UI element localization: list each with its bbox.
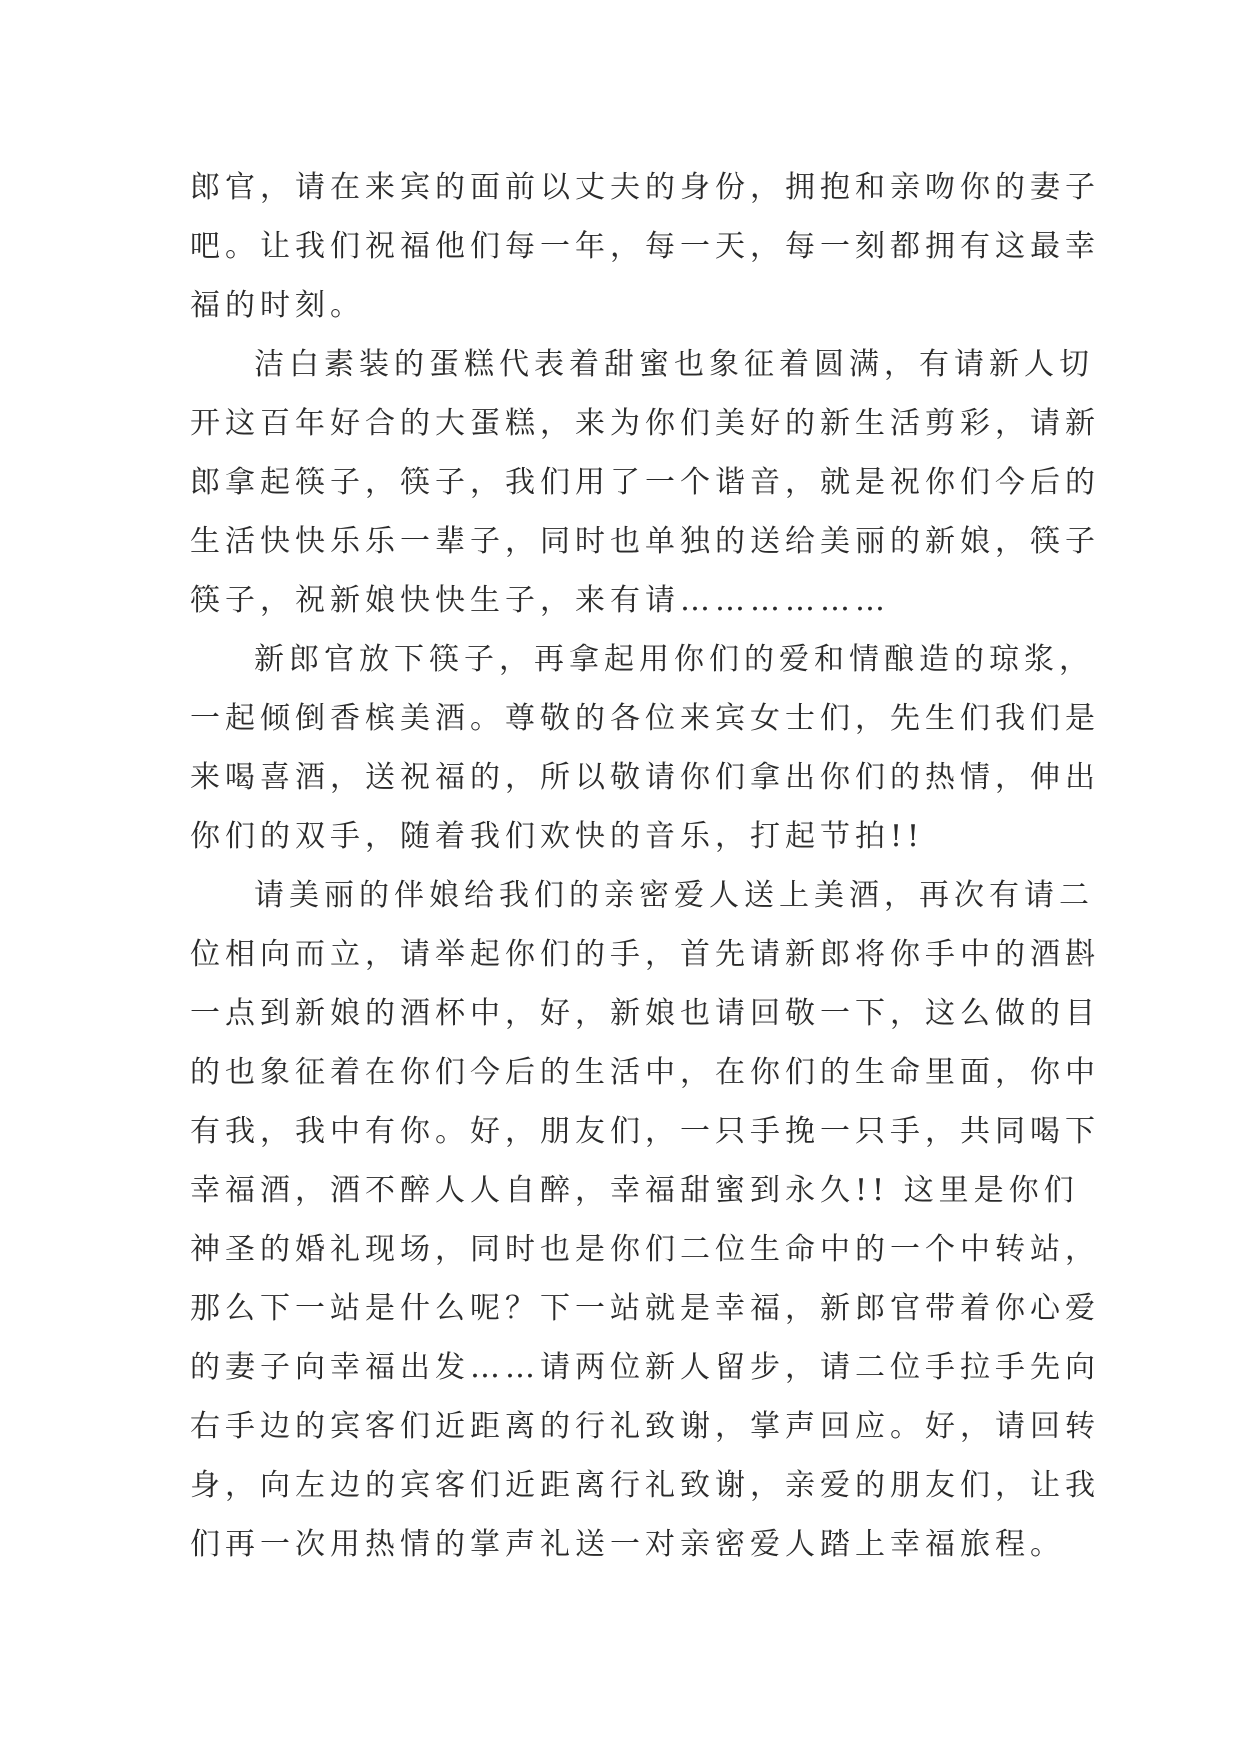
text-line: 右手边的宾客们近距离的行礼致谢，掌声回应。好，请回转 bbox=[190, 1409, 1100, 1444]
paragraph bbox=[190, 158, 1100, 335]
text-line: 的妻子向幸福出发……请两位新人留步，请二位手拉手先向 bbox=[190, 1350, 1100, 1385]
text-line: 福的时刻。 bbox=[190, 288, 365, 323]
document-body bbox=[190, 158, 1100, 1574]
paragraph bbox=[190, 630, 1100, 866]
text-line: 位相向而立，请举起你们的手，首先请新郎将你手中的酒斟 bbox=[190, 937, 1100, 972]
text-line: 开这百年好合的大蛋糕，来为你们美好的新生活剪彩，请新 bbox=[190, 406, 1100, 441]
text-line: 郎官，请在来宾的面前以丈夫的身份，拥抱和亲吻你的妻子 bbox=[190, 170, 1100, 205]
text-line: 那么下一站是什么呢？下一站就是幸福，新郎官带着你心爱 bbox=[190, 1291, 1100, 1326]
text-line: 洁白素装的蛋糕代表着甜蜜也象征着圆满，有请新人切 bbox=[254, 347, 1094, 382]
text-line: 生活快快乐乐一辈子，同时也单独的送给美丽的新娘，筷子 bbox=[190, 524, 1100, 559]
text-line: 请美丽的伴娘给我们的亲密爱人送上美酒，再次有请二 bbox=[254, 878, 1094, 913]
paragraph bbox=[190, 866, 1100, 1574]
text-line: 身，向左边的宾客们近距离行礼致谢，亲爱的朋友们，让我 bbox=[190, 1468, 1100, 1503]
text-line: 你们的双手，随着我们欢快的音乐，打起节拍!! bbox=[190, 819, 925, 854]
text-line: 新郎官放下筷子，再拿起用你们的爱和情酿造的琼浆， bbox=[254, 642, 1094, 677]
text-line: 一起倾倒香槟美酒。尊敬的各位来宾女士们，先生们我们是 bbox=[190, 701, 1100, 736]
text-line: 幸福酒，酒不醉人人自醉，幸福甜蜜到永久!! 这里是你们 bbox=[190, 1173, 1079, 1208]
text-line: 来喝喜酒，送祝福的，所以敬请你们拿出你们的热情，伸出 bbox=[190, 760, 1100, 795]
text-line: 郎拿起筷子，筷子，我们用了一个谐音，就是祝你们今后的 bbox=[190, 465, 1100, 500]
paragraph bbox=[190, 335, 1100, 630]
text-line: 的也象征着在你们今后的生活中，在你们的生命里面，你中 bbox=[190, 1055, 1100, 1090]
text-line: 一点到新娘的酒杯中，好，新娘也请回敬一下，这么做的目 bbox=[190, 996, 1100, 1031]
text-line: 吧。让我们祝福他们每一年，每一天，每一刻都拥有这最幸 bbox=[190, 229, 1100, 264]
text-line: 筷子，祝新娘快快生子，来有请……………… bbox=[190, 583, 890, 618]
text-line: 神圣的婚礼现场，同时也是你们二位生命中的一个中转站， bbox=[190, 1232, 1100, 1267]
text-line: 们再一次用热情的掌声礼送一对亲密爱人踏上幸福旅程。 bbox=[190, 1527, 1065, 1562]
text-line: 有我，我中有你。好，朋友们，一只手挽一只手，共同喝下 bbox=[190, 1114, 1100, 1149]
